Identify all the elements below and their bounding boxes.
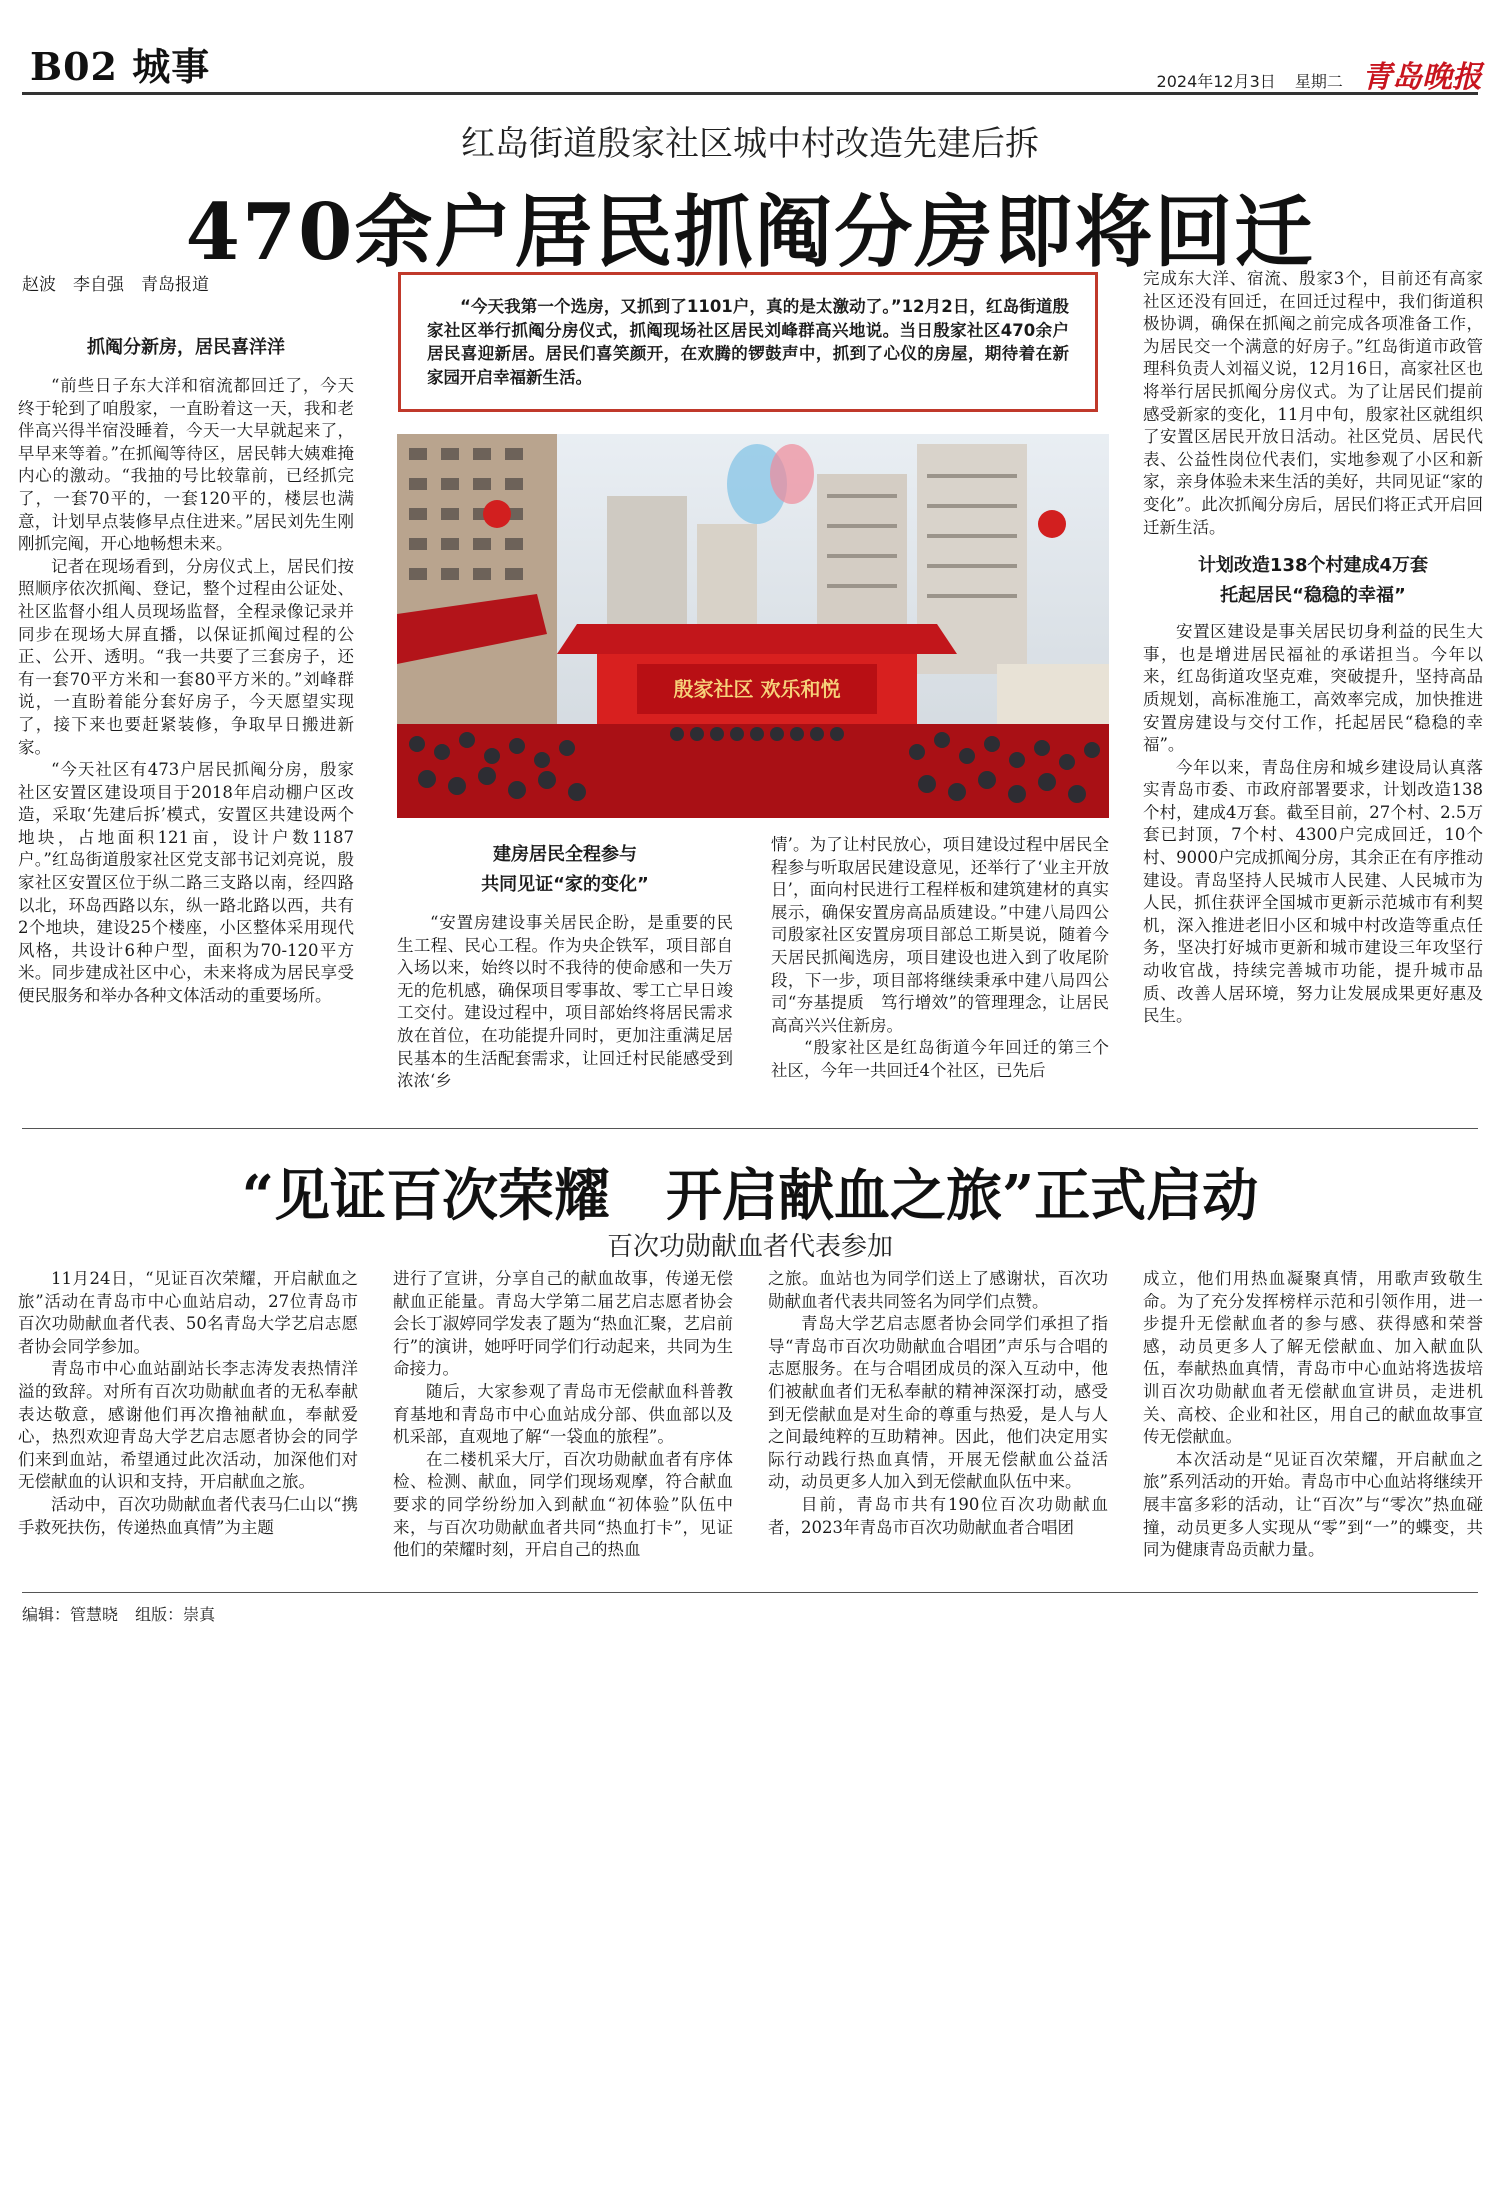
article1-column-3 — [771, 834, 1109, 1083]
article1-column-1 — [18, 333, 354, 1008]
article1-lead: “今天我第一个选房，又抓到了1101户，真的是太激动了。”12月2日，红岛街道殷家社区举行抓阄分房仪式，抓阄现场社区居民刘峰群高兴地说。当日殷家社区470余户居民喜迎新居。居民们喜笑颜开，在欢腾的锣鼓声中，抓到了心仪的房屋，期待着在新家园开启幸福新生活。 — [427, 297, 1069, 387]
article1-column-2 — [397, 840, 733, 1093]
article2-paragraph: 活动中，百次功勋献血者代表马仁山以“携手救死扶伤，传递热血真情”为主题 — [18, 1494, 358, 1537]
editor-credit: 编辑：管慧晓 — [22, 1605, 119, 1624]
article2-paragraph: 成立，他们用热血凝聚真情，用歌声致敬生命。为了充分发挥榜样示范和引领作用，进一步提升无偿献血者的参与感、获得感和荣誉感，动员更多人了解无偿献血、加入献血队伍，奉献热血真情，青岛市中心血站将选拔培训百次功勋献血者无偿献血宣讲员，走进机关、高校、企业和社区，用自己的献血故事宣传无偿献血。 — [1143, 1269, 1483, 1447]
article1-lead-box — [398, 272, 1098, 412]
article1-kicker: 红岛街道殷家社区城中村改造先建后拆 — [461, 124, 1039, 164]
article1-column-4 — [1143, 268, 1483, 1028]
section-divider — [22, 1128, 1478, 1129]
article1-byline: 赵波 李自强 青岛报道 — [22, 275, 209, 295]
column3-paragraph: 情’。为了让村民放心，项目建设过程中居民全程参与听取居民建设意见，还举行了‘业主开放日’，面向村民进行工程样板和建筑建材的真实展示，确保安置房高品质建设。”中建八局四公司殷家社区安置房项目部总工斯昊说，随着今天居民抓阄选房，项目建设也进入到了收尾阶段，下一步，项目部将继续秉承中建八局四公司“夯基提质 笃行增效”的管理理念，让居民高高兴兴住新房。 — [771, 835, 1109, 1035]
column4-paragraph: 今年以来，青岛住房和城乡建设局认真落实青岛市委、市政府部署要求，计划改造138个村，建成4万套。截至目前，27个村、2.5万套已封顶，7个村、4300户完成回迁，10个村、9000户完成抓阄分房，其余正在有序推动建设。青岛坚持人民城市人民建、人民城市为人民，抓住获评全国城市更新示范城市有利契机，深入推进老旧小区和城中村改造等重点任务，坚决打好城市更新和城市建设三年攻坚行动收官战，持续完善城市功能，提升城市品质、改善人居环境，努力让发展成果更好惠及民生。 — [1143, 757, 1483, 1026]
column3-paragraph: “殷家社区是红岛街道今年回迁的第三个社区，今年一共回迁4个社区，已先后 — [771, 1038, 1109, 1080]
masthead-info — [1143, 52, 1482, 96]
masthead-rule — [22, 92, 1478, 95]
column4-paragraph: 安置区建设是事关居民切身利益的民生大事，也是增进居民福祉的承诺担当。今年以来，红岛街道攻坚克难，突破提升，坚持高品质规划，高标准施工，高效率完成，加快推进安置房建设与交付工作，托起居民“稳稳的幸福”。 — [1143, 622, 1483, 755]
article2-paragraph: 青岛市中心血站副站长李志涛发表热情洋溢的致辞。对所有百次功勋献血者的无私奉献表达敬意，感谢他们再次撸袖献血，奉献爱心，热烈欢迎青岛大学艺启志愿者协会的同学们来到血站，希望通过此次活动，加深他们对无偿献血的认识和支持，开启献血之旅。 — [18, 1359, 358, 1492]
article2-kicker: 百次功勋献血者代表参加 — [606, 1232, 893, 1262]
article2-paragraph: 进行了宣讲，分享自己的献血故事，传递无偿献血正能量。青岛大学第二届艺启志愿者协会会长丁淑婷同学发表了题为“热血汇聚，艺启前行”的演讲，她呼吁同学们行动起来，共同为生命接力。 — [393, 1269, 733, 1379]
column4-subhead-line2: 托起居民“稳稳的幸福” — [1220, 585, 1406, 607]
newspaper-logo: 青岛晚报 — [1362, 60, 1482, 95]
column4-paragraph: 完成东大洋、宿流、殷家3个，目前还有高家社区还没有回迁，在回迁过程中，我们街道积极协调，确保在抓阄之前完成各项准备工作，为居民交一个满意的好房子。”红岛街道市政管理科负责人刘福义说，12月16日，高家社区也将举行居民抓阄分房仪式。为了让居民们提前感受新家的变化，11月中旬，殷家社区就组织了安置区居民开放日活动。社区党员、居民代表、公益性岗位代表们，实地参观了小区和新家，亲身体验未来生活的美好，共同见证“家的变化”。此次抓阄分房后，居民们将正式开启回迁新生活。 — [1143, 269, 1483, 537]
article2-paragraph: 本次活动是“见证百次荣耀，开启献血之旅”系列活动的开始。青岛市中心血站将继续开展丰富多彩的活动，让“百次”与“零次”热血碰撞，动员更多人实现从“零”到“一”的蝶变，共同为健康青岛贡献力量。 — [1143, 1449, 1483, 1560]
column2-paragraph: “安置房建设事关居民企盼，是重要的民生工程、民心工程。作为央企铁军，项目部自入场以来，始终以时不我待的使命感和一失万无的危机感，确保项目零事故、零工亡早日竣工交付。建设过程中，项目部始终将居民需求放在首位，在功能提升同时，更加注重满足居民基本的生活配套需求，让回迁村民能感受到浓浓‘乡 — [397, 913, 733, 1091]
article2-column-3 — [768, 1268, 1108, 1539]
article2-paragraph: 青岛大学艺启志愿者协会同学们承担了指导“青岛市百次功勋献血合唱团”声乐与合唱的志愿服务。在与合唱团成员的深入互动中，他们被献血者们无私奉献的精神深深打动，感受到无偿献血是对生命的尊重与热爱，是人与人之间最纯粹的互助精神。因此，他们决定用实际行动践行热血真情，开展无偿献血公益活动，动员更多人加入到无偿献血队伍中来。 — [768, 1314, 1108, 1492]
issue-weekday: 星期二 — [1294, 72, 1343, 91]
article2-column-4 — [1143, 1268, 1483, 1562]
article2-paragraph: 在二楼机采大厅，百次功勋献血者有序体检、检测、献血，同学们现场观摩，符合献血要求的同学纷纷加入到献血“初体验”队伍中来，与百次功勋献血者共同“热血打卡”，见证他们的荣耀时刻，开启自己的热血 — [393, 1449, 733, 1560]
column1-paragraph: “今天社区有473户居民抓阄分房，殷家社区安置区建设项目于2018年启动棚户区改造，采取‘先建后拆’模式，安置区共建设两个地块，占地面积121亩，设计户数1187户。”红岛街道殷家社区党支部书记刘亮说，殷家社区安置区位于纵二路三支路以南，经四路以北，环岛西路以东，纵一路北路以西，共有2个地块，建设25个楼座，小区整体采用现代风格，共设计6种户型，面积为70-120平方米。同步建成社区中心，未来将成为居民享受便民服务和举办各种文体活动的重要场所。 — [18, 760, 354, 1006]
column1-paragraph: “前些日子东大洋和宿流都回迁了，今天终于轮到了咱殷家，一直盼着这一天，我和老伴高兴得半宿没睡着，今天一大早就起来了，早早来等着。”在抓阄等待区，居民韩大姨难掩内心的激动。“我抽的号比较靠前，已经抓完了，一套70平的，一套120平的，楼层也满意，计划早点装修早点住进来。”居民刘先生刚刚抓完阄，开心地畅想未来。 — [18, 376, 354, 554]
stage-banner-text: 殷家社区 欢乐和悦 — [673, 677, 841, 701]
article1-title: 470余户居民抓阄分房即将回迁 — [185, 187, 1315, 278]
page-footer — [22, 1602, 227, 1625]
issue-date: 2024年12月3日 — [1156, 72, 1276, 91]
article2-paragraph: 之旅。血站也为同学们送上了感谢状，百次功勋献血者代表共同签名为同学们点赞。 — [768, 1269, 1108, 1311]
article2-paragraph: 11月24日，“见证百次荣耀，开启献血之旅”活动在青岛市中心血站启动，27位青岛市百次功勋献血者代表、50名青岛大学艺启志愿者协会同学参加。 — [18, 1269, 358, 1356]
article2-column-1 — [18, 1268, 358, 1539]
article2-paragraph: 目前，青岛市共有190位百次功勋献血者，2023年青岛市百次功勋献血者合唱团 — [768, 1494, 1108, 1537]
ceremony-photo-illustration — [397, 434, 1109, 818]
page-section-label: B02 城事 — [30, 44, 211, 89]
column4-subhead-line1: 计划改造138个村建成4万套 — [1197, 555, 1429, 577]
article2-title: “见证百次荣耀 开启献血之旅”正式启动 — [241, 1163, 1259, 1229]
column2-subhead-line2: 共同见证“家的变化” — [481, 874, 649, 895]
article2-column-2 — [393, 1268, 733, 1562]
layout-credit: 组版：崇真 — [135, 1605, 216, 1624]
column1-subhead: 抓阄分新房，居民喜洋洋 — [87, 337, 285, 358]
footer-rule — [22, 1592, 1478, 1593]
column2-subhead-line1: 建房居民全程参与 — [493, 844, 637, 865]
article2-paragraph: 随后，大家参观了青岛市无偿献血科普教育基地和青岛市中心血站成分部、供血部以及机采部，直观地了解“一袋血的旅程”。 — [393, 1381, 733, 1447]
article1-photo — [397, 434, 1109, 818]
column1-paragraph: 记者在现场看到，分房仪式上，居民们按照顺序依次抓阄、登记，整个过程由公证处、社区监督小组人员现场监督，全程录像记录并同步在现场大屏直播，以保证抓阄过程的公正、公开、透明。“我一共要了三套房子，还有一套70平方米和一套80平方米的。”刘峰群说，一直盼着能分套好房子，今天愿望实现了，接下来也要赶紧装修，争取早日搬进新家。 — [18, 556, 354, 757]
